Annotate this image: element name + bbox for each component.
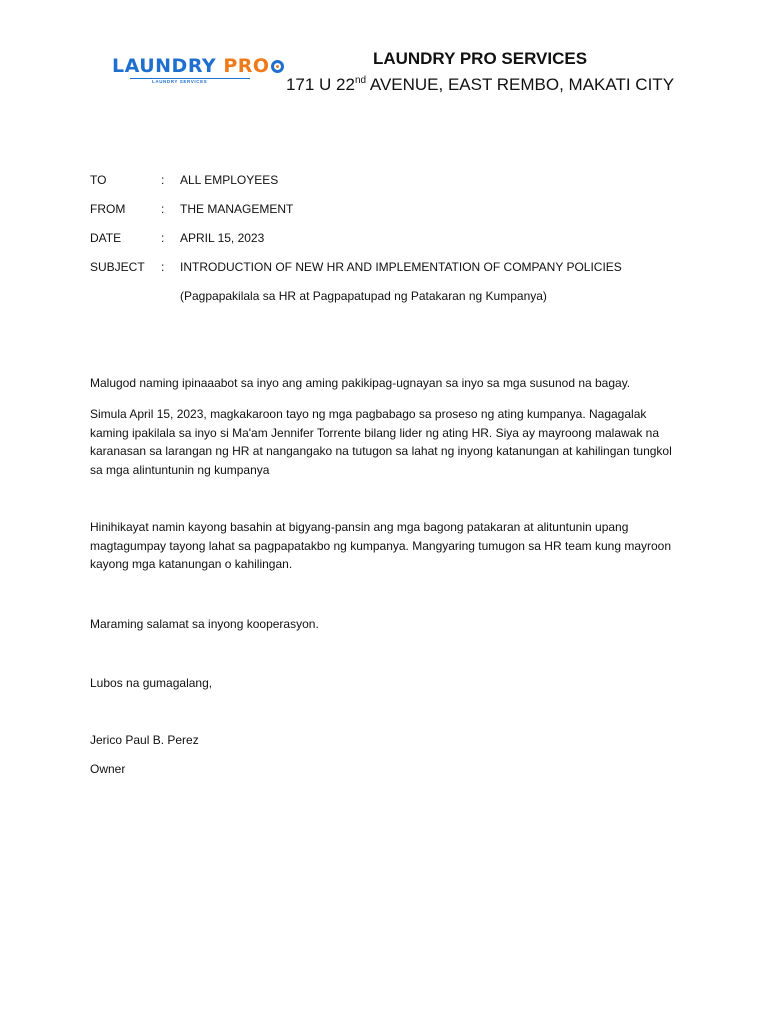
- subject-value: INTRODUCTION OF NEW HR AND IMPLEMENTATION OF COMPANY POLICIES: [180, 260, 622, 274]
- to-value: ALL EMPLOYEES: [180, 173, 279, 187]
- memo-row-date: [90, 229, 690, 258]
- subject-colon: :: [161, 260, 165, 274]
- thanks-line: Maraming salamat sa inyong kooperasyon.: [90, 617, 319, 631]
- company-name: LAUNDRY PRO SERVICES: [372, 49, 588, 68]
- closing-line: Lubos na gumagalang,: [90, 676, 213, 690]
- memo-header: [90, 171, 690, 316]
- from-label: FROM: [90, 202, 126, 216]
- subject-translation: (Pagpapakilala sa HR at Pagpapatupad ng Patakaran ng Kumpanya): [180, 289, 547, 303]
- memo-row-to: [90, 171, 690, 200]
- logo-wordmark: [112, 54, 285, 78]
- to-colon: :: [161, 173, 165, 187]
- to-label: TO: [90, 173, 107, 187]
- date-value: APRIL 15, 2023: [180, 231, 265, 245]
- from-colon: :: [161, 202, 165, 216]
- memo-row-from: [90, 200, 690, 229]
- from-value: THE MANAGEMENT: [180, 202, 294, 216]
- memo-row-subject-translation: [90, 287, 690, 316]
- intro-paragraph: Malugod naming ipinaaabot sa inyo ang aming pakikipag-ugnayan sa inyo sa mga susunod na bagay.: [90, 376, 631, 390]
- logo-word-laundry: LAUNDRY: [112, 55, 217, 77]
- address-suffix: AVENUE, EAST REMBO, MAKATI CITY: [366, 75, 675, 94]
- request-paragraph: Hinihikayat namin kayong basahin at bigyang-pansin ang mga bagong patakaran at alituntunin upang magtagumpay tayong lahat sa pagpapatakbo ng kumpanya. Mangyaring tumugon sa HR team kung mayroon kayong mga katanungan o kahilingan.: [90, 520, 672, 571]
- signer-name: Jerico Paul B. Perez: [90, 733, 199, 747]
- logo-tagline: LAUNDRY SERVICES: [152, 79, 208, 84]
- logo-word-pro: PRO: [223, 55, 270, 77]
- date-label: DATE: [90, 231, 122, 245]
- address-ordinal: nd: [354, 75, 367, 86]
- company-address: [270, 72, 690, 98]
- company-logo: [112, 54, 270, 86]
- announcement-paragraph: Simula April 15, 2023, magkakaroon tayo ng mga pagbabago sa proseso ng ating kumpanya. Nagagalak kaming ipakilala sa inyo si Ma'am Jennifer Torrente bilang lider ng ating HR. Siya ay mayroong malawak na karanasan sa larangan ng HR at nangangako na tutugon sa lahat ng inyong katanungan at kahilingan tungkol sa mga alintuntunin ng kumpanya: [90, 407, 672, 477]
- date-colon: :: [161, 231, 165, 245]
- subject-label: SUBJECT: [90, 260, 145, 274]
- memo-row-subject: [90, 258, 690, 287]
- address-prefix: 171 U 22: [285, 75, 355, 94]
- signer-title: Owner: [90, 762, 126, 776]
